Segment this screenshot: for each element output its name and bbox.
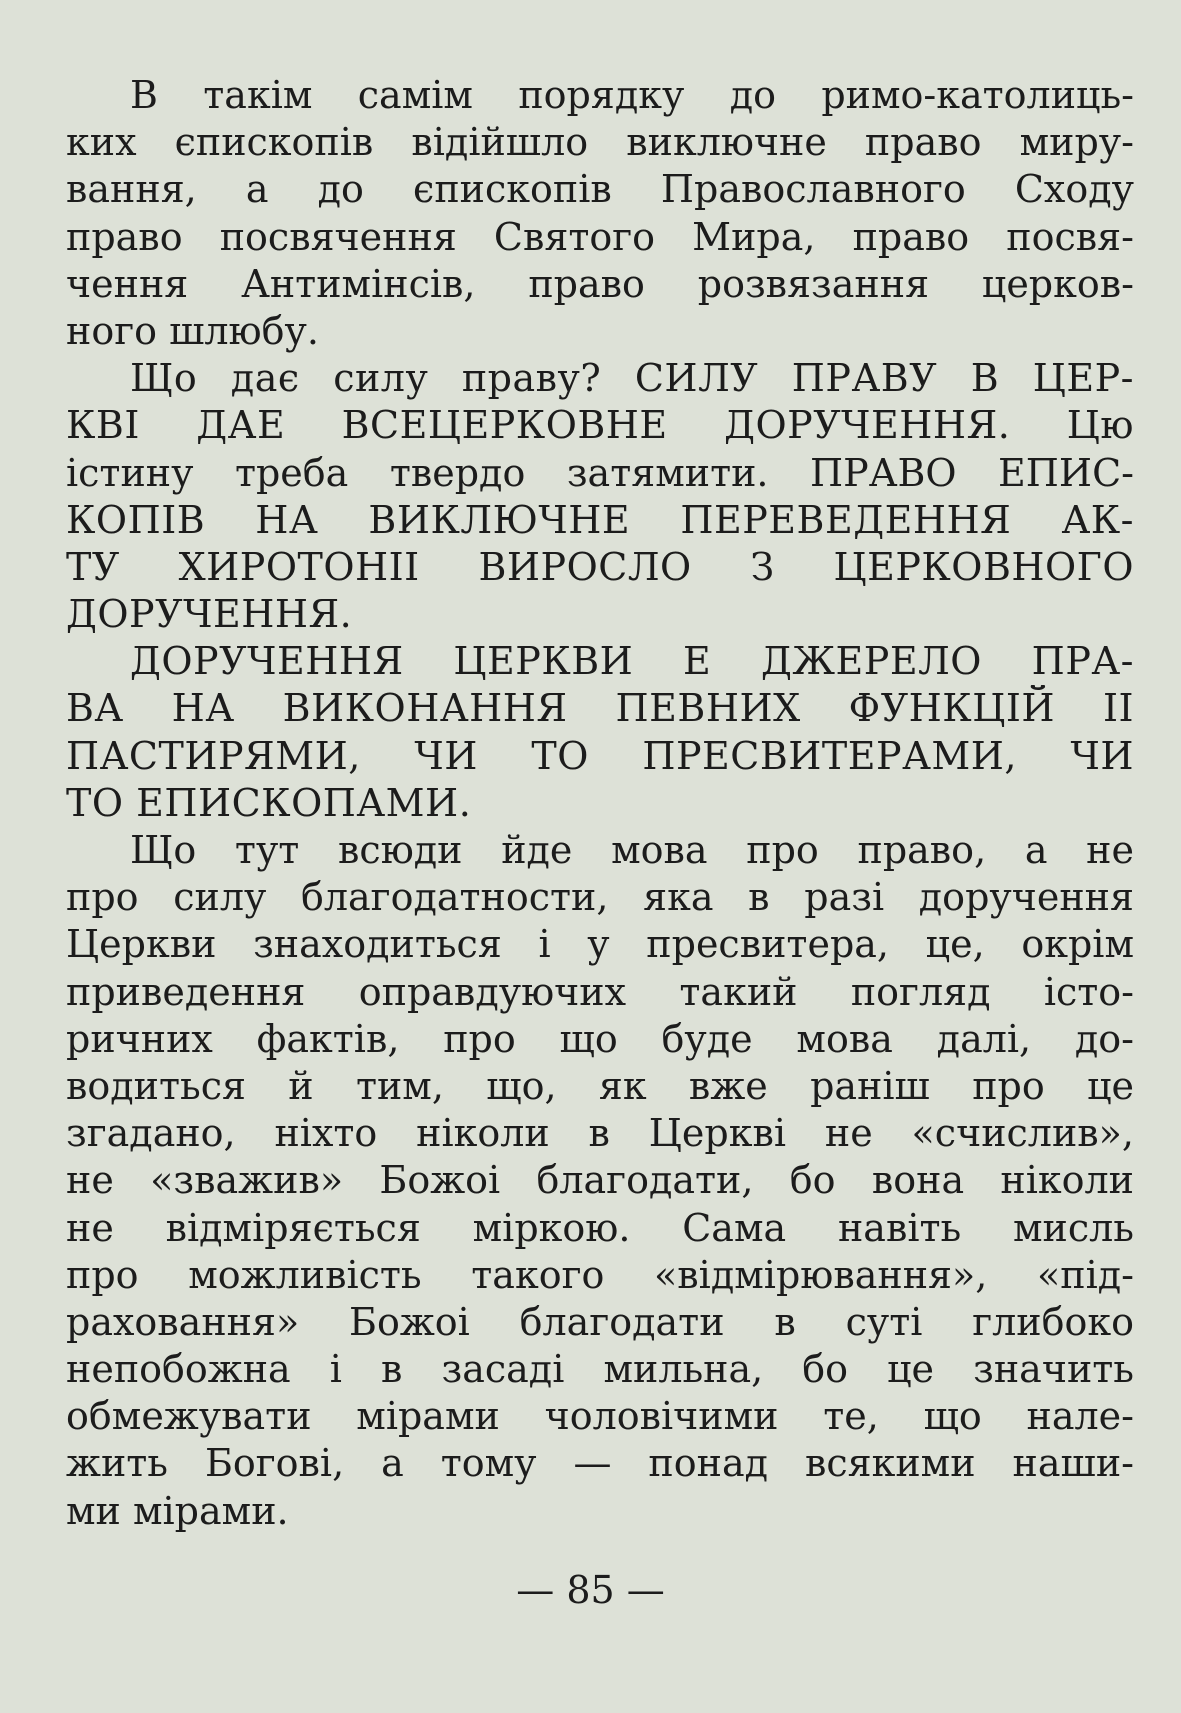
text-line: ТУ ХИРОТОНІІ ВИРОСЛО З ЦЕРКОВНОГО [66, 544, 1134, 589]
body-text [66, 72, 1134, 1535]
text-line: вання, а до єпископів Православного Сходу [66, 167, 1134, 212]
text-line: КОПІВ НА ВИКЛЮЧНЕ ПЕРЕВЕДЕННЯ АК- [66, 497, 1134, 542]
text-line: ВА НА ВИКОНАННЯ ПЕВНИХ ФУНКЦІЙ ІІ [66, 686, 1134, 731]
text-line: про можливість такого «відмірювання», «під- [66, 1252, 1134, 1297]
text-line: В такім самім порядку до римо-католиць- [130, 73, 1134, 117]
text-line: непобожна і в засаді мильна, бо це значить [66, 1347, 1134, 1392]
text-line: жить Богові, а тому — понад всякими наши- [66, 1441, 1134, 1486]
text-line: Що тут всюди йде мова про право, а не [130, 828, 1134, 872]
text-line: істину треба твердо затямити. ПРАВО ЕПИС- [66, 450, 1134, 495]
text-line: КВІ ДАЕ ВСЕЦЕРКОВНЕ ДОРУЧЕННЯ. Цю [66, 403, 1134, 448]
text-line: приведення оправдуючих такий погляд істо- [66, 969, 1134, 1014]
text-line: ричних фактів, про що буде мова далі, до- [66, 1016, 1134, 1061]
page-number: — 85 — [516, 1568, 665, 1612]
text-line: про силу благодатности, яка в разі доручення [66, 875, 1134, 920]
text-line: ми мірами. [66, 1488, 289, 1533]
text-line: Що дає силу праву? СИЛУ ПРАВУ В ЦЕР- [130, 356, 1134, 401]
text-line: раховання» Божоі благодати в суті глибоко [66, 1299, 1134, 1344]
text-line: Церкви знаходиться і у пресвитера, це, окрім [66, 922, 1134, 967]
text-line: ПАСТИРЯМИ, ЧИ ТО ПРЕСВИТЕРАМИ, ЧИ [66, 733, 1134, 778]
text-line: ДОРУЧЕННЯ. [66, 592, 353, 637]
text-line: право посвячення Святого Мира, право посвя- [66, 214, 1134, 259]
text-line: ТО ЕПИСКОПАМИ. [66, 780, 472, 825]
text-line: не відміряється міркою. Сама навіть мисль [66, 1205, 1134, 1250]
text-line: ких єпископів відійшло виключне право миру- [66, 120, 1134, 165]
text-line: обмежувати мірами чоловічими те, що нале- [66, 1394, 1134, 1439]
text-line: не «зважив» Божоі благодати, бо вона ніколи [66, 1158, 1134, 1203]
text-line: ного шлюбу. [66, 308, 319, 353]
text-line: ДОРУЧЕННЯ ЦЕРКВИ Е ДЖЕРЕЛО ПРА- [130, 639, 1134, 684]
text-line: згадано, ніхто ніколи в Церкві не «счислив», [66, 1111, 1134, 1156]
text-line: водиться й тим, що, як вже раніш про це [66, 1063, 1134, 1108]
text-line: чення Антимінсів, право розвязання церков- [66, 261, 1134, 306]
